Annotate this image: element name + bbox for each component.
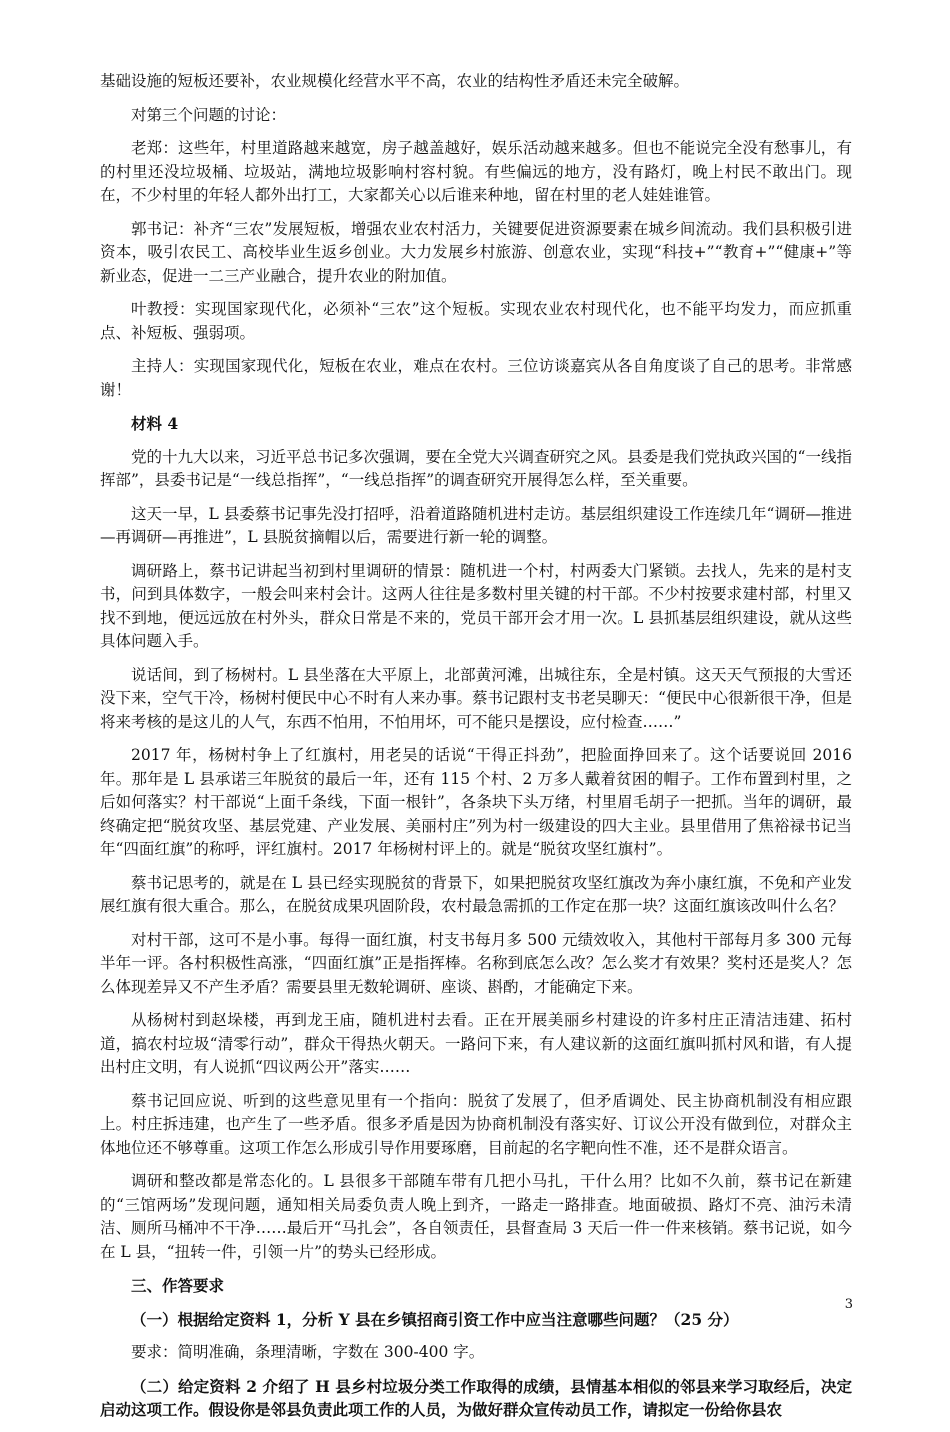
section-heading-material-4: 材料 4 (131, 414, 179, 433)
paragraph-ye-professor: 叶教授：实现国家现代化，必须补“三农”这个短板。实现农业农村现代化，也不能平均发力，而应抓重点、补短板、强弱项。 (100, 300, 852, 342)
paragraph: 这天一早，L 县委蔡书记事先没打招呼，沿着道路随机进村走访。基层组织建设工作连续几年“调研—推进—再调研—再推进”，L 县脱贫摘帽以后，需要进行新一轮的调整。 (100, 504, 852, 546)
section-heading-requirements: 三、作答要求 (131, 1276, 225, 1295)
paragraph-laozheng: 老郑：这些年，村里道路越来越宽，房子越盖越好，娱乐活动越来越多。但也不能说完全没有愁事儿，有的村里还没垃圾桶、垃圾站，满地垃圾影响村容村貌。有些偏远的地方，没有路灯，晚上村民不敢出门。现在，不少村里的年轻人都外出打工，大家都关心以后谁来种地，留在村里的老人娃娃谁管。 (100, 139, 852, 204)
paragraph: 蔡书记回应说、听到的这些意见里有一个指向：脱贫了发展了，但矛盾调处、民主协商机制没有相应跟上。村庄拆违建，也产生了一些矛盾。很多矛盾是因为协商机制没有落实好、订议公开没有做到位，对群众主体地位还不够尊重。这项工作怎么形成引导作用要琢磨，目前起的名字靶向性不准，还不是群众语言。 (100, 1091, 852, 1157)
question-1: （一）根据给定资料 1，分析 Y 县在乡镇招商引资工作中应当注意哪些问题？（25 分） (131, 1309, 739, 1329)
paragraph: 蔡书记思考的，就是在 L 县已经实现脱贫的背景下，如果把脱贫攻坚红旗改为奔小康红旗，不免和产业发展红旗有很大重合。那么，在脱贫成果巩固阶段，农村最急需抓的工作定在那一块？这面红旗该改叫什么名？ (100, 873, 852, 915)
paragraph: 说话间，到了杨树村。L 县坐落在大平原上，北部黄河滩，出城往东，全是村镇。这天天气预报的大雪还没下来，空气干冷，杨树村便民中心不时有人来办事。蔡书记跟村支书老吴聊天：“便民中心很新很干净，但是将来考核的是这儿的人气，东西不怕用，不怕用坏，可不能只是摆设，应付检查……” (100, 665, 852, 731)
paragraph-continuation: 基础设施的短板还要补，农业规模化经营水平不高，农业的结构性矛盾还未完全破解。 (100, 72, 690, 90)
paragraph-host: 主持人：实现国家现代化，短板在农业，难点在农村。三位访谈嘉宾从各自角度谈了自己的思考。非常感谢！ (100, 357, 852, 399)
paragraph: 党的十九大以来，习近平总书记多次强调，要在全党大兴调查研究之风。县委是我们党执政兴国的“一线指挥部”，县委书记是“一线总指挥”，“一线总指挥”的调查研究开展得怎么样，至关重要。 (100, 447, 852, 489)
paragraph: 调研和整改都是常态化的。L 县很多干部随车带有几把小马扎，干什么用？比如不久前，蔡书记在新建的“三馆两场”发现问题，通知相关局委负责人晚上到齐，一路走一路排查。地面破损、路灯不亮、油污未清洁、厕所马桶冲不干净……最后开“马扎会”，各自领责任，县督查局 3 天后一件一件来核销。蔡书记说，如今在 L 县，“扭转一件，引领一片”的势头已经形成。 (100, 1172, 852, 1261)
question-1-requirement: 要求：简明准确，条理清晰，字数在 300-400 字。 (131, 1343, 485, 1361)
paragraph: 调研路上，蔡书记讲起当初到村里调研的情景：随机进一个村，村两委大门紧锁。去找人，先来的是村支书，问到具体数字，一般会叫来村会计。这两人往往是多数村里关键的村干部。不少村按要求建村部，村里又找不到地，便远远放在村外头，群众日常是不来的，党员干部开会才用一次。L 县抓基层组织建设，就从这些具体问题入手。 (100, 561, 852, 650)
paragraph-discussion-intro: 对第三个问题的讨论： (131, 105, 287, 124)
paragraph: 从杨树村到赵垛楼，再到龙王庙，随机进村去看。正在开展美丽乡村建设的许多村庄正清洁违建、拓村道，搞农村垃圾“清零行动”，群众干得热火朝天。一路问下来，有人建议新的这面红旗叫抓村风和谐，有人提出村庄文明，有人说抓“四议两公开”落实…… (100, 1011, 852, 1076)
page-number: 3 (844, 1297, 853, 1312)
paragraph: 对村干部，这可不是小事。每得一面红旗，村支书每月多 500 元绩效收入，其他村干部每月多 300 元每半年一评。各村积极性高涨，“四面红旗”正是指挥棒。名称到底怎么改？怎么奖才有效果？奖村还是奖人？怎么体现差异又不产生矛盾？需要县里无数轮调研、座谈、斟酌，才能确定下来。 (100, 930, 852, 996)
question-2: （二）给定资料 2 介绍了 H 县乡村垃圾分类工作取得的成绩，县情基本相似的邻县来学习取经后，决定启动这项工作。假设你是邻县负责此项工作的人员，为做好群众宣传动员工作，请拟定一份给你县农 (100, 1376, 852, 1419)
paragraph-guo-secretary: 郭书记：补齐“三农”发展短板，增强农业农村活力，关键要促进资源要素在城乡间流动。我们县积极引进资本，吸引农民工、高校毕业生返乡创业。大力发展乡村旅游、创意农业，实现“科技+”“教育+”“健康+”等新业态，促进一二三产业融合，提升农业的附加值。 (100, 219, 852, 285)
paragraph: 2017 年，杨树村争上了红旗村，用老吴的话说“干得正抖劲”，把脸面挣回来了。这个话要说回 2016 年。那年是 L 县承诺三年脱贫的最后一年，还有 115 个村、2 万多人戴着贫困的帽子。工作布置到村里，之后如何落实？村干部说“上面千条线，下面一根针”，各条块下头万绪，村里眉毛胡子一把抓。当年的调研，最终确定把“脱贫攻坚、基层党建、产业发展、美丽村庄”列为村一级建设的四大主业。县里借用了焦裕禄书记当年“四面红旗”的称呼，评红旗村。2017 年杨树村评上的。就是“脱贫攻坚红旗村”。 (100, 746, 852, 858)
document-body (100, 70, 852, 1432)
